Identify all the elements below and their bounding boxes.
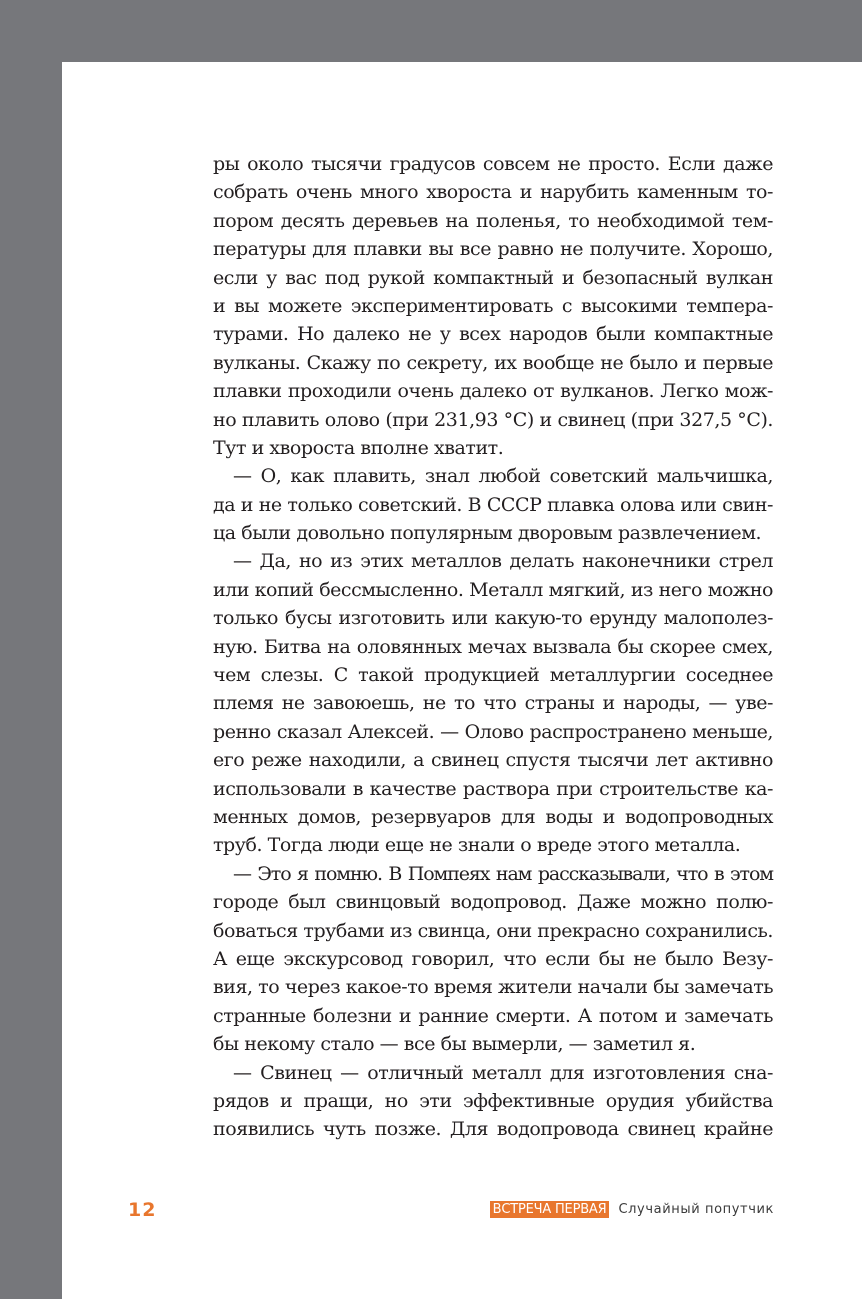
text-line: — Свинец — отличный металл для изготовления сна-	[233, 1061, 773, 1084]
text-line: но плавить олово (при 231,93 °C) и свинец (при 327,5 °C).	[213, 408, 773, 431]
text-line: чем слезы. С такой продукцией металлургии соседнее	[213, 664, 773, 687]
text-line: использовали в качестве раствора при строительстве ка-	[213, 777, 773, 800]
text-line: племя не завоюешь, не то что страны и народы, — уве-	[213, 692, 773, 715]
text-line: городе был свинцовый водопровод. Даже можно полю-	[213, 891, 773, 914]
text-line: плавки проходили очень далеко от вулканов. Легко мож-	[213, 380, 773, 403]
text-line: ры около тысячи градусов совсем не просто. Если даже	[213, 153, 773, 175]
text-line: — Это я помню. В Помпеях нам рассказывали, что в этом	[233, 862, 773, 885]
text-line: бы некому стало — все бы вымерли, — заметил я.	[213, 1033, 696, 1056]
body-text	[213, 150, 773, 1144]
text-line: пературы для плавки вы все равно не получите. Хорошо,	[213, 238, 773, 261]
text-line: собрать очень много хвороста и нарубить каменным то-	[213, 181, 773, 204]
text-line: и вы можете экспериментировать с высокими темпера-	[213, 294, 773, 317]
chapter-title: Случайный попутчик	[618, 1202, 774, 1217]
text-line: или копий бессмысленно. Металл мягкий, из него можно	[213, 578, 773, 601]
text-line: — О, как плавить, знал любой советский мальчишка,	[233, 465, 773, 488]
text-line: если у вас под рукой компактный и безопасный вулкан	[213, 266, 773, 289]
text-line: пором десять деревьев на поленья, то необходимой тем-	[213, 209, 773, 232]
text-line: труб. Тогда люди еще не знали о вреде этого металла.	[213, 834, 741, 857]
text-line: турами. Но далеко не у всех народов были компактные	[213, 323, 773, 346]
text-line: ренно сказал Алексей. — Олово распространено меньше,	[213, 720, 773, 743]
running-footer	[490, 1201, 774, 1218]
text-line: Тут и хвороста вполне хватит.	[213, 436, 504, 459]
text-line: ную. Битва на оловянных мечах вызвала бы скорее смех,	[213, 635, 773, 658]
text-line: да и не только советский. В СССР плавка олова или свин-	[213, 493, 773, 516]
text-line: А еще экскурсовод говорил, что если бы не было Везу-	[213, 947, 773, 970]
text-line: появились чуть позже. Для водопровода свинец крайне	[213, 1118, 773, 1141]
chapter-badge: ВСТРЕЧА ПЕРВАЯ	[490, 1201, 610, 1218]
text-line: только бусы изготовить или какую-то ерунду малополез-	[213, 607, 773, 630]
text-line: менных домов, резервуаров для воды и водопроводных	[213, 805, 773, 828]
text-line: рядов и пращи, но эти эффективные орудия убийства	[213, 1089, 773, 1112]
text-line: его реже находили, а свинец спустя тысячи лет активно	[213, 749, 773, 772]
book-page	[62, 62, 862, 1299]
page-number: 12	[128, 1199, 157, 1221]
text-line: — Да, но из этих металлов делать наконечники стрел	[233, 550, 773, 573]
text-line: вия, то через какое-то время жители начали бы замечать	[213, 976, 774, 999]
text-line: вулканы. Скажу по секрету, их вообще не было и первые	[213, 351, 773, 374]
text-line: ца были довольно популярным дворовым развлечением.	[213, 522, 762, 545]
text-line: боваться трубами из свинца, они прекрасно сохранились.	[213, 919, 773, 942]
text-line: странные болезни и ранние смерти. А потом и замечать	[213, 1004, 773, 1027]
